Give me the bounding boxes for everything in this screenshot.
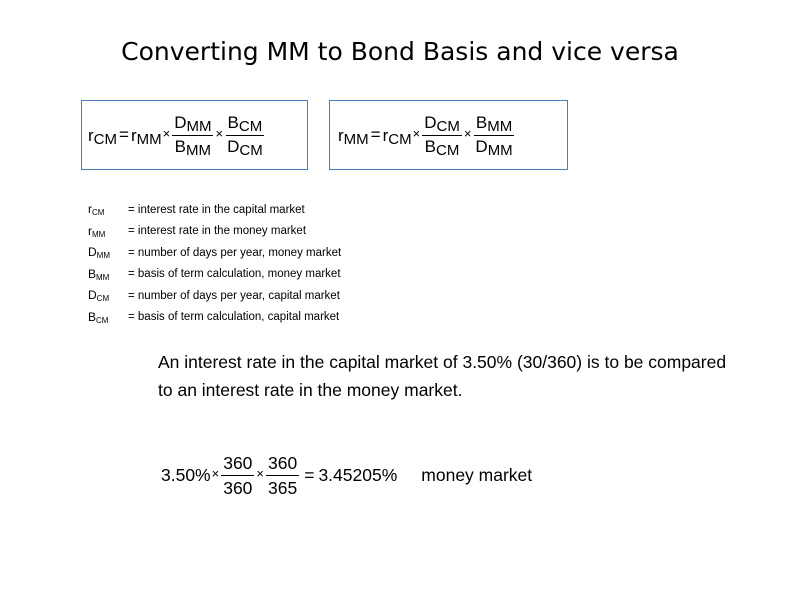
fraction-basis-over-days: [225, 113, 265, 158]
fraction-denominator: $B_{MM}$: [174, 136, 212, 159]
legend-description: = interest rate in the money market: [128, 225, 307, 238]
formula-rhs-rate: $r_{CM}$: [382, 125, 412, 148]
fraction-denominator: 360: [223, 478, 253, 498]
calc-label: money market: [421, 465, 533, 485]
fraction-days-over-basis: [422, 113, 462, 158]
fraction-denominator: $B_{CM}$: [424, 136, 460, 159]
legend-row: [88, 307, 341, 329]
formula-mm-to-cm: [82, 101, 307, 169]
legend-symbol: $r_{CM}$: [88, 202, 105, 218]
calc-rate: 3.50%: [161, 465, 211, 485]
multiply-sign: ×: [162, 125, 171, 141]
fraction-numerator: $D_{CM}$: [424, 112, 460, 135]
formula-rhs-rate: $r_{MM}$: [130, 125, 162, 148]
equals-sign: =: [370, 125, 381, 144]
fraction-days-over-basis: [172, 113, 213, 158]
equals-sign: =: [119, 125, 129, 144]
calc-result: 3.45205%: [318, 465, 398, 485]
legend-symbol: $D_{CM}$: [88, 288, 110, 304]
legend-description: = basis of term calculation, money market: [128, 268, 341, 281]
legend-description: = basis of term calculation, capital market: [128, 311, 340, 324]
formula-lhs: $r_{MM}$: [338, 125, 369, 148]
fraction-denominator: $D_{CM}$: [227, 136, 263, 159]
fraction-numerator: 360: [266, 452, 299, 476]
calc-fraction-2: [266, 452, 299, 499]
legend-symbol: $B_{CM}$: [88, 309, 109, 325]
fraction-numerator: $B_{CM}$: [227, 112, 263, 135]
formula-box-cm-to-mm: [329, 100, 568, 170]
equals-sign: =: [304, 465, 315, 485]
fraction-numerator: 360: [221, 452, 254, 476]
legend-symbol: $B_{MM}$: [88, 266, 110, 282]
legend-description: = interest rate in the capital market: [128, 203, 305, 216]
legend-symbol: $r_{MM}$: [88, 223, 106, 239]
multiply-sign: ×: [412, 125, 421, 141]
fraction-denominator: $D_{MM}$: [475, 136, 513, 159]
multiply-sign: ×: [256, 466, 265, 481]
legend-row: [88, 285, 341, 307]
legend-row: [88, 242, 341, 264]
fraction-basis-over-days: [473, 113, 514, 158]
fraction-numerator: $D_{MM}$: [174, 112, 212, 135]
legend-row: [88, 221, 341, 243]
multiply-sign: ×: [211, 466, 220, 481]
formula-cm-to-mm: [330, 101, 567, 169]
legend-row: [88, 199, 341, 221]
legend-description: = number of days per year, money market: [128, 246, 342, 259]
worked-calculation: [161, 452, 532, 499]
formula-box-mm-to-cm: [81, 100, 308, 170]
fraction-numerator: $B_{MM}$: [475, 112, 513, 135]
multiply-sign: ×: [215, 125, 224, 141]
calc-fraction-1: [221, 452, 254, 499]
example-paragraph: An interest rate in the capital market of 3.50% (30/360) is to be compared to an interest rate in the money market.: [158, 352, 727, 400]
variable-legend: [88, 199, 341, 328]
legend-symbol: $D_{MM}$: [88, 245, 110, 261]
fraction-denominator: 365: [268, 478, 298, 498]
legend-description: = number of days per year, capital market: [128, 289, 340, 302]
formula-lhs: $r_{CM}$: [88, 125, 117, 148]
slide-title: Converting MM to Bond Basis and vice versa: [121, 37, 679, 66]
legend-row: [88, 264, 341, 286]
multiply-sign: ×: [463, 125, 472, 141]
